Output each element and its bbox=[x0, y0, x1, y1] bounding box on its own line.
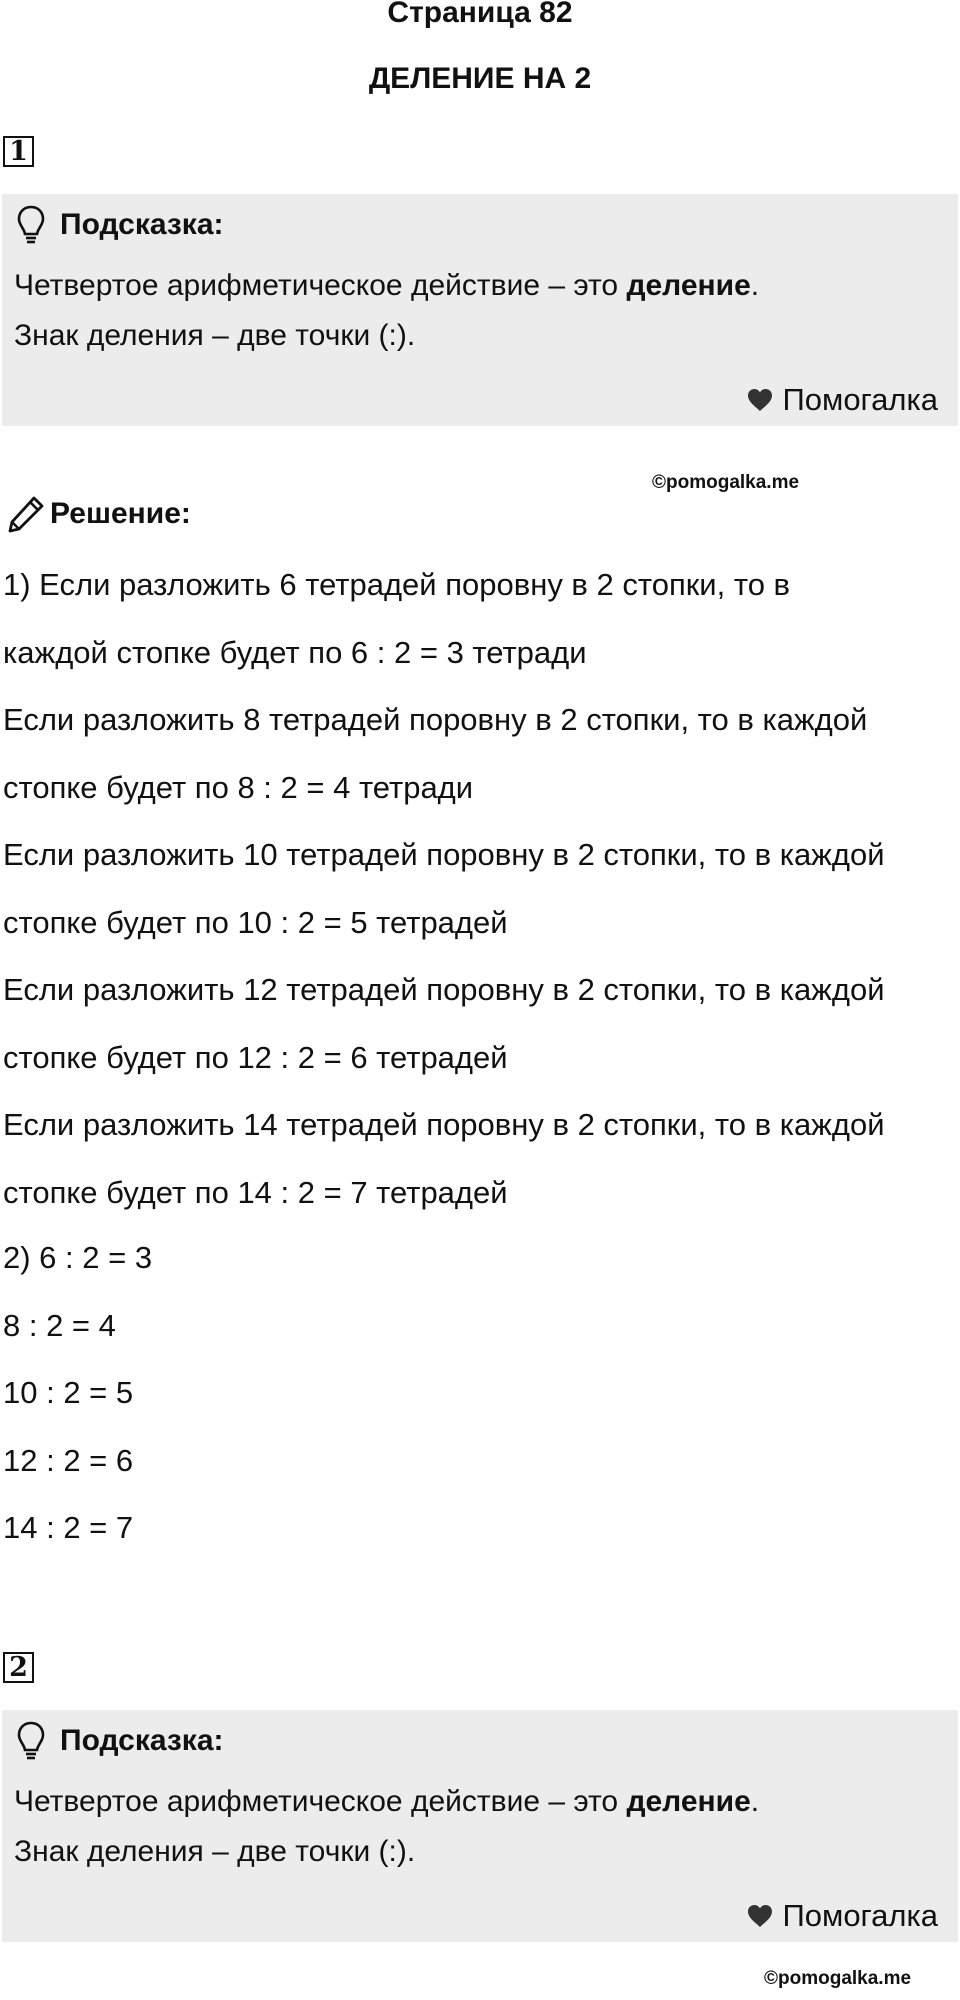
solution-line: 8 : 2 = 4 bbox=[3, 1308, 116, 1343]
hint-label: Подсказка: bbox=[60, 208, 224, 241]
solution-line: Если разложить 10 тетрадей поровну в 2 стопки, то в каждой bbox=[3, 837, 885, 872]
hint-text-bold: деление bbox=[626, 1785, 751, 1818]
hint-text-bold: деление bbox=[626, 269, 751, 302]
hint-text-line-1 bbox=[14, 1782, 759, 1822]
brand-label: Помогалка bbox=[782, 382, 938, 417]
hint-header bbox=[16, 204, 224, 246]
solution-label: Решение: bbox=[50, 497, 191, 530]
solution-line: Если разложить 14 тетрадей поровну в 2 стопки, то в каждой bbox=[3, 1107, 885, 1142]
hint-text-period: . bbox=[750, 1785, 760, 1818]
solution-line: стопке будет по 10 : 2 = 5 тетрадей bbox=[3, 905, 508, 940]
lightbulb-icon bbox=[16, 204, 46, 246]
solution-line: 10 : 2 = 5 bbox=[3, 1375, 134, 1410]
hint-box-2 bbox=[2, 1710, 958, 1942]
hint-box-1 bbox=[2, 194, 958, 426]
brand-mark bbox=[746, 1898, 938, 1934]
hint-label: Подсказка: bbox=[60, 1724, 224, 1757]
solution-line: стопке будет по 12 : 2 = 6 тетрадей bbox=[3, 1040, 508, 1075]
hint-text-regular: Четвертое арифметическое действие – это bbox=[14, 269, 627, 302]
lesson-title: ДЕЛЕНИЕ НА 2 bbox=[368, 62, 592, 95]
hint-header bbox=[16, 1720, 224, 1762]
watermark: ©pomogalka.me bbox=[652, 472, 800, 493]
solution-line: Если разложить 12 тетрадей поровну в 2 стопки, то в каждой bbox=[3, 972, 885, 1007]
solution-line: 1) Если разложить 6 тетрадей поровну в 2 стопки, то в bbox=[3, 567, 791, 602]
task-number-1: 1 bbox=[3, 136, 34, 167]
heart-icon bbox=[746, 1903, 774, 1929]
solution-line: 2) 6 : 2 = 3 bbox=[3, 1240, 153, 1275]
hint-text-line-1 bbox=[14, 266, 759, 306]
brand-label: Помогалка bbox=[782, 1898, 938, 1933]
solution-line: 14 : 2 = 7 bbox=[3, 1510, 134, 1545]
hint-text-regular: Четвертое арифметическое действие – это bbox=[14, 1785, 627, 1818]
solution-line: каждой стопке будет по 6 : 2 = 3 тетради bbox=[3, 635, 587, 670]
solution-line: стопке будет по 8 : 2 = 4 тетради bbox=[3, 770, 474, 805]
heart-icon bbox=[746, 387, 774, 413]
task-number-2: 2 bbox=[3, 1652, 34, 1683]
solution-header bbox=[6, 494, 191, 534]
hint-text-line-2: Знак деления – две точки (:). bbox=[14, 1835, 416, 1868]
solution-line: стопке будет по 14 : 2 = 7 тетрадей bbox=[3, 1175, 508, 1210]
lightbulb-icon bbox=[16, 1720, 46, 1762]
pencil-icon bbox=[6, 494, 46, 534]
hint-text-period: . bbox=[750, 269, 760, 302]
brand-mark bbox=[746, 382, 938, 418]
hint-text-line-2: Знак деления – две точки (:). bbox=[14, 319, 416, 352]
solution-line: 12 : 2 = 6 bbox=[3, 1443, 134, 1478]
page-title: Страница 82 bbox=[387, 0, 573, 29]
watermark: ©pomogalka.me bbox=[764, 1968, 912, 1989]
solution-line: Если разложить 8 тетрадей поровну в 2 стопки, то в каждой bbox=[3, 702, 868, 737]
